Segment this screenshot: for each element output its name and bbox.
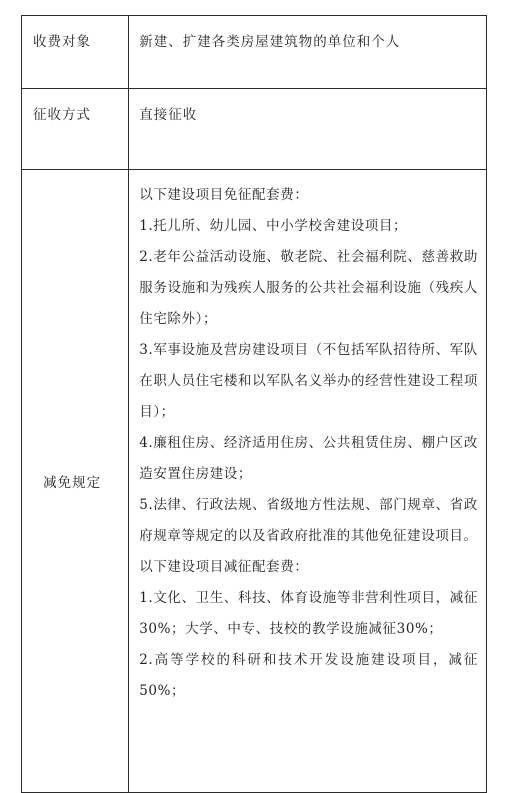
label-charge-target: 收费对象 (22, 16, 129, 89)
table-row-charge-target (22, 16, 487, 89)
exemption-rules-content (129, 170, 487, 793)
table-row-exemption-rules (22, 170, 487, 793)
value-charge-target: 新建、扩建各类房屋建筑物的单位和个人 (129, 16, 487, 89)
reduction-item-2: 2.高等学校的科研和技术开发设施建设项目，减征50%； (139, 652, 478, 699)
table-row-collection-method (22, 89, 487, 170)
reduction-heading: 以下建设项目减征配套费： (139, 559, 309, 575)
exemption-item-5: 5.法律、行政法规、省级地方性法规、部门规章、省政府规章等规定的以及省政府批准的其他免征建设项目。 (139, 497, 478, 544)
fee-info-table (21, 15, 487, 793)
label-collection-method: 征收方式 (22, 89, 129, 170)
exemption-item-1: 1.托儿所、幼儿园、中小学校舍建设项目； (139, 218, 408, 234)
exemption-item-2: 2.老年公益活动设施、敬老院、社会福利院、慈善救助服务设施和为残疾人服务的公共社会福利设施（残疾人住宅除外）； (139, 249, 478, 327)
reduction-item-1: 1.文化、卫生、科技、体育设施等非营利性项目，减征30%；大学、中专、技校的教学设施减征30%； (139, 590, 478, 637)
exemption-item-4: 4.廉租住房、经济适用住房、公共租赁住房、棚户区改造安置住房建设； (139, 435, 478, 482)
label-exemption-rules: 减免规定 (22, 170, 129, 793)
exemption-item-3: 3.军事设施及营房建设项目（不包括军队招待所、军队在职人员住宅楼和以军队名义举办的经营性建设工程项目）； (139, 342, 478, 420)
value-collection-method: 直接征收 (129, 89, 487, 170)
exemption-heading: 以下建设项目免征配套费： (139, 187, 309, 203)
